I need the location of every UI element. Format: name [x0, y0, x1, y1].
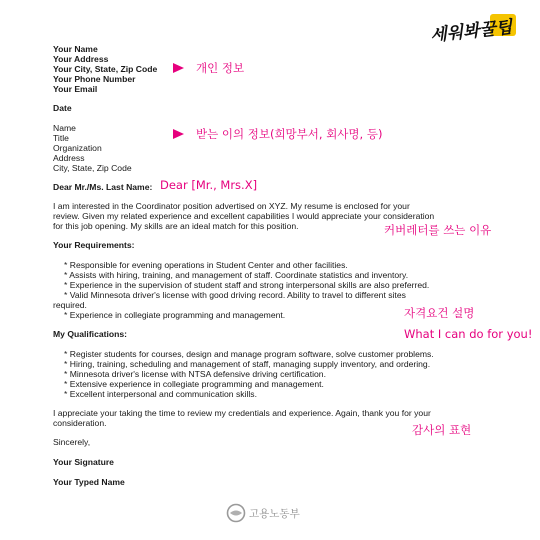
- date-label: Date: [53, 103, 72, 113]
- list-item: * Experience in the supervision of student staff and strong interpersonal skills are also preferred.: [64, 280, 430, 290]
- annotation-recipient-info: 받는 이의 정보(희망부서, 회사명, 등): [196, 127, 383, 141]
- list-item: * Register students for courses, design and manage program software, solve customer problems.: [64, 349, 434, 359]
- paragraph-line: consideration.: [53, 418, 107, 428]
- list-item: * Extensive experience in collegiate programming and management.: [64, 379, 324, 389]
- logo-text: 세워봐꿀팁: [429, 17, 514, 46]
- arrow-icon: [173, 129, 184, 139]
- sender-phone: Your Phone Number: [53, 74, 136, 84]
- list-item: required.: [53, 300, 87, 310]
- ministry-name: 고용노동부: [249, 508, 300, 520]
- recipient-title: Title: [53, 133, 69, 143]
- sender-name: Your Name: [53, 44, 98, 54]
- annotation-qualifications: What I can do for you!: [404, 327, 533, 341]
- list-item: * Valid Minnesota driver's license with good driving record. Ability to travel to different sites: [64, 290, 406, 300]
- emblem-taegeuk-icon: [230, 511, 242, 516]
- closing-word: Sincerely,: [53, 437, 91, 447]
- recipient-name: Name: [53, 123, 76, 133]
- list-item: * Assists with hiring, training, and management of staff. Coordinate statistics and inventory.: [64, 270, 409, 280]
- recipient-city: City, State, Zip Code: [53, 163, 132, 173]
- annotation-personal-info: 개인 정보: [196, 61, 245, 75]
- brand-logo: [428, 12, 532, 46]
- paragraph-line: I am interested in the Coordinator position advertised on XYZ. My resume is enclosed for your: [53, 201, 410, 211]
- annotation-thanks: 감사의 표현: [412, 423, 472, 437]
- ministry-logo: [226, 503, 316, 523]
- requirements-heading: Your Requirements:: [53, 240, 135, 250]
- salutation: Dear Mr./Ms. Last Name:: [53, 182, 153, 192]
- paragraph-line: for this job opening. My skills are an ideal match for this position.: [53, 221, 299, 231]
- annotation-salutation: Dear [Mr., Mrs.X]: [160, 178, 258, 192]
- list-item: * Responsible for evening operations in Student Center and other facilities.: [64, 260, 348, 270]
- annotation-purpose: 커버레터를 쓰는 이유: [384, 223, 492, 237]
- qualifications-heading: My Qualifications:: [53, 329, 128, 339]
- paragraph-line: I appreciate your taking the time to review my credentials and experience. Again, thank you for your: [53, 408, 431, 418]
- arrow-icon: [173, 63, 184, 73]
- sender-city: Your City, State, Zip Code: [53, 64, 158, 74]
- signature: Your Signature: [53, 457, 114, 467]
- sender-email: Your Email: [53, 84, 98, 94]
- annotation-requirements: 자격요건 설명: [404, 306, 475, 320]
- paragraph-line: review. Given my related experience and excellent capabilities I would appreciate your consideration: [53, 211, 435, 221]
- typed-name: Your Typed Name: [53, 477, 125, 487]
- sender-address: Your Address: [53, 54, 109, 64]
- recipient-address: Address: [53, 153, 85, 163]
- list-item: * Experience in collegiate programming and management.: [64, 310, 286, 320]
- list-item: * Hiring, training, scheduling and management of staff, managing supply inventory, and ordering.: [64, 359, 431, 369]
- list-item: * Excellent interpersonal and communication skills.: [64, 389, 257, 399]
- recipient-organization: Organization: [53, 143, 102, 153]
- list-item: * Minnesota driver's license with NTSA defensive driving certification.: [64, 369, 326, 379]
